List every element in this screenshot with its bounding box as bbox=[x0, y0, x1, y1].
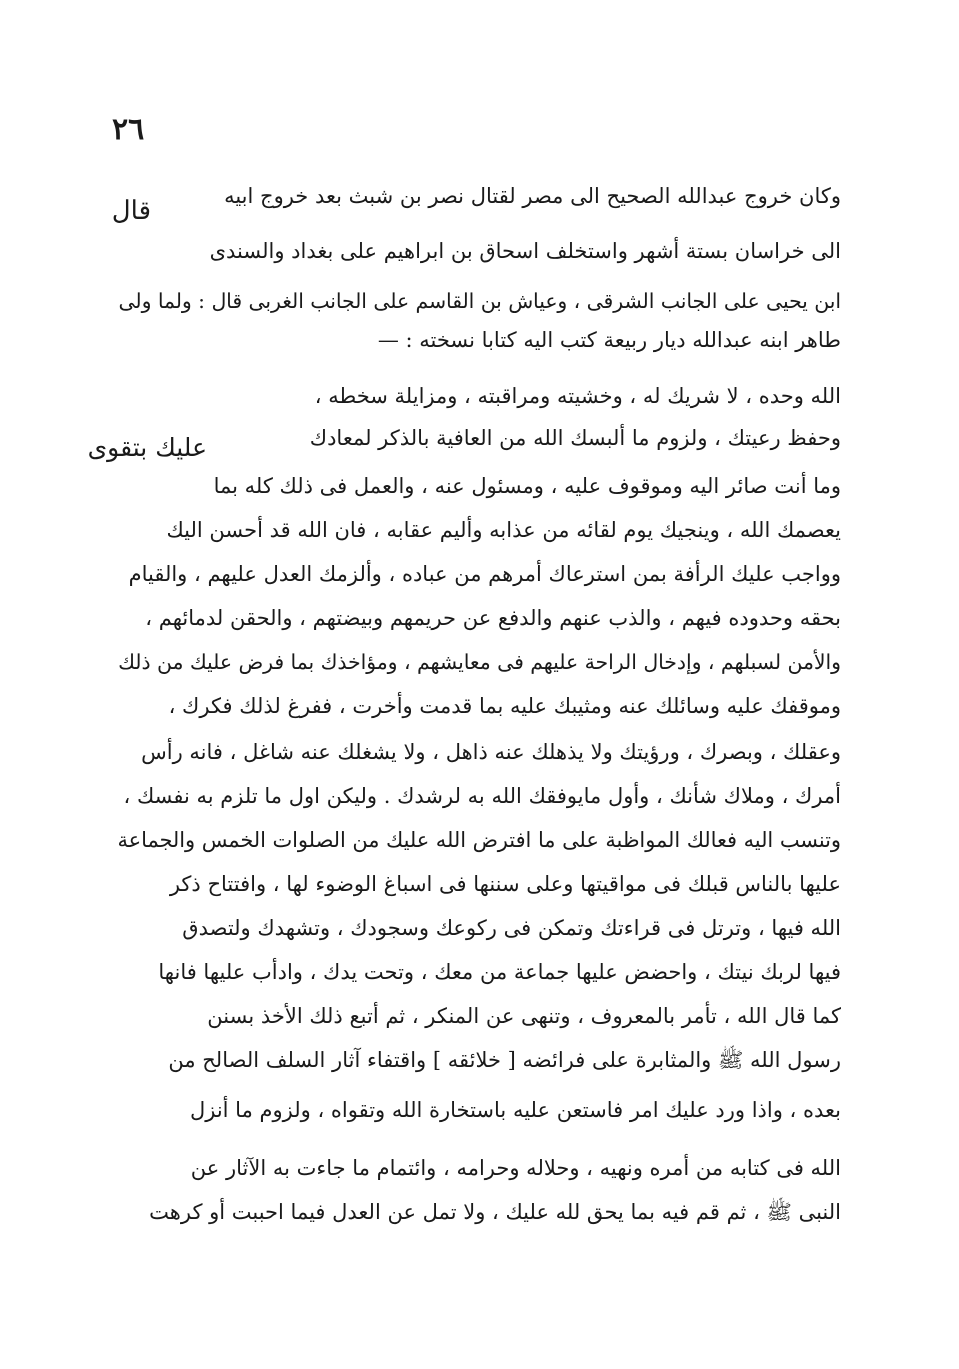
paragraph-2-line: النبى ﷺ ، ثم قم فيه بما يحق لله عليك ، ولا تمل عن العدل فيما احببت أو كرهت bbox=[149, 1200, 841, 1224]
paragraph-2-line: أمرك ، وملاك شأنك ، وأول مايوفقك الله به لرشدك . وليكن اول ما تلزم به نفسك ، bbox=[123, 784, 841, 808]
paragraph-2-line: بحقه وحدوده فيهم ، والذب عنهم والدفع عن حريمهم وبيضتهم ، والحقن لدمائهم ، bbox=[145, 606, 841, 630]
paragraph-2-line: وموقفك عليه وسائلك عنه ومثيبك عليه بما قدمت وأخرت ، ففرغ لذلك فكرك ، bbox=[168, 694, 841, 718]
paragraph-2-line: يعصمك الله ، وينجيك يوم لقائه من عذابه وأليم عقابه ، فان الله قد أحسن اليك bbox=[166, 518, 841, 542]
paragraph-1-line: وكان خروج عبدالله الصحيح الى مصر لقتال نصر بن شبث بعد خروج ابيه bbox=[224, 184, 841, 208]
paragraph-2-line: وواجب عليك الرأفة بمن استرعاك أمرهم من عباده ، وألزمك العدل عليهم ، والقيام bbox=[128, 562, 841, 586]
paragraph-2-line: فيها لربك نيتك ، واحضض عليها جماعة من معك ، وتحت يدك ، وادأب عليها فانها bbox=[158, 960, 841, 984]
paragraph-2-line: الله فيها ، وترتل فى قراءتك وتمكن فى ركوعك وسجودك ، وتشهدك ولتصدق bbox=[182, 916, 841, 940]
paragraph-2-line: عليها بالناس قبلك فى مواقيتها وعلى سننها فى اسباغ الوضوء لها ، وافتتاح ذكر bbox=[169, 872, 841, 896]
paragraph-2-head-line: الله وحده ، لا شريك له ، وخشيته ومراقبته ، ومزايلة سخطه ، bbox=[314, 384, 841, 408]
paragraph-1-line: ابن يحيى على الجانب الشرقى ، وعياش بن القاسم على الجانب الغربى قال : ولما ولى bbox=[118, 289, 841, 313]
paragraph-2-line: وما أنت صائر اليه وموقوف عليه ، ومسئول عنه ، والعمل فى ذلك كله بما bbox=[213, 474, 841, 498]
margin-note-alayka-bitaqwa: عليك بتقوى bbox=[87, 433, 207, 462]
paragraph-1-line: الى خراسان بستة أشهر واستخلف اسحاق بن ابراهيم على بغداد والسندى bbox=[209, 239, 841, 263]
paragraph-2-line: والأمن لسبلهم ، وإدخال الراحة عليهم فى معايشهم ، ومؤاخذك بما فرض عليك من ذلك bbox=[118, 650, 841, 674]
page-number: ٢٦ bbox=[112, 112, 145, 147]
paragraph-2-line: بعده ، واذا ورد عليك امر فاستعن عليه باستخارة الله وتقواه ، ولزوم ما أنزل bbox=[189, 1098, 841, 1122]
paragraph-2-line: وتنسب اليه فعالك المواظبة على ما افترض الله عليك من الصلوات الخمس والجماعة bbox=[117, 828, 841, 852]
paragraph-2-line: وعقلك ، وبصرك ، ورؤيتك ولا يذهلك عنه ذاهل ، ولا يشغلك عنه شاغل ، فانه رأس bbox=[141, 740, 841, 764]
paragraph-1-line: طاهر ابنه عبدالله ديار ربيعة كتب اليه كتابا نسخته : — bbox=[377, 328, 841, 352]
margin-note-qal-text: قال bbox=[111, 196, 151, 226]
paragraph-2-line: رسول الله ﷺ والمثابرة على فرائضه [ خلائقه ] واقتفاء آثار السلف الصالح من bbox=[168, 1048, 841, 1072]
paragraph-2-line: كما قال الله ، تأمر بالمعروف ، وتنهى عن المنكر ، ثم أتبع ذلك الأخذ بسنن bbox=[207, 1004, 841, 1028]
paragraph-2-line: الله فى كتابه من أمره ونهيه ، وحلاله وحرامه ، وائتمام ما جاءت به الآثار عن bbox=[190, 1156, 841, 1180]
paragraph-2-head-line: وحفظ رعيتك ، ولزوم ما ألبسك الله من العافية بالذكر لمعادك bbox=[309, 426, 841, 450]
